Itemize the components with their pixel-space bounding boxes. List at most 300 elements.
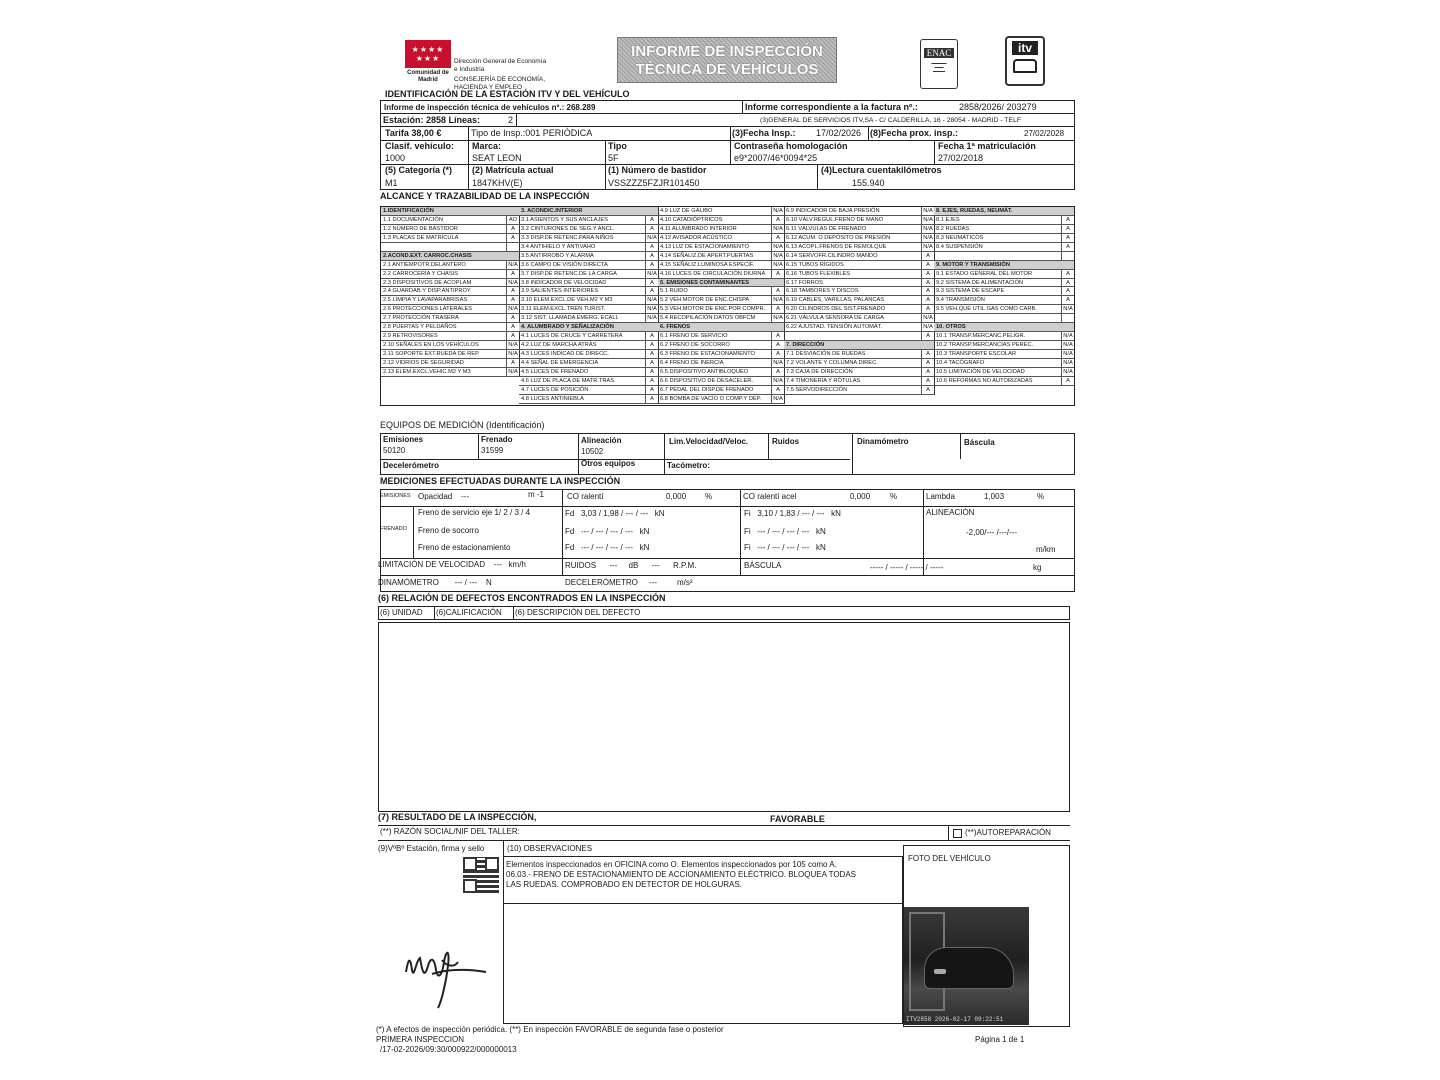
alcance-row	[519, 234, 658, 243]
alcance-item-result: A	[921, 252, 934, 260]
alcance-item-label: 4.3 LUCES INDICAD.DE DIRECC.	[521, 351, 609, 357]
alcance-item-result: A	[1061, 287, 1074, 295]
alcance-item-result: N/A	[1061, 305, 1074, 313]
freno-estac-fi: Fi --- / --- / --- / --- kN	[744, 543, 826, 552]
alcance-item-result: A	[645, 395, 658, 403]
alcance-item-label: 2.13 ELEM.EXCL.VEHIC.M2 Y M3	[383, 368, 471, 375]
alcance-item-label: 6.14 SERVOFR.CILINDRO MANDO	[786, 252, 878, 259]
defectos-descripcion: (6) DESCRIPCIÓN DEL DEFECTO	[515, 608, 641, 617]
report-title-line2: TÉCNICA DE VEHÍCULOS	[635, 61, 819, 78]
alcance-row	[381, 261, 519, 270]
alcance-row	[381, 350, 519, 359]
alcance-item-label: 3.5 ANTIRROBO Y ALARMA	[521, 252, 594, 259]
alcance-item-result: N/A	[771, 225, 784, 233]
lines-value: 2	[508, 115, 514, 125]
alcance-item-label: 2.9 RETROVISORES	[383, 333, 438, 340]
alcance-row	[784, 207, 934, 216]
alcance-item-result: N/A	[506, 350, 519, 358]
alcance-item-result: N/A	[645, 270, 658, 278]
dept-line: Dirección General de Economía	[454, 58, 547, 65]
alcance-row	[658, 395, 784, 404]
decelerometro-meas: DECELERÓMETRO --- m/s²	[565, 578, 693, 587]
alcance-item-label: 4.16 LUCES DE CIRCULACIÓN DIURNA	[660, 270, 766, 277]
alcance-row	[784, 261, 934, 270]
alcance-row	[658, 377, 784, 386]
alcance-item-result: A	[921, 332, 934, 340]
alcance-item-label: 9. MOTOR Y TRANSMISIÓN	[936, 261, 1010, 268]
alcance-item-result: N/A	[921, 225, 934, 233]
alcance-item-result: N/A	[645, 314, 658, 322]
tipo-label: Tipo	[608, 141, 627, 151]
alcance-item-result: N/A	[506, 305, 519, 313]
emisiones-value: 50120	[383, 446, 406, 455]
alcance-row	[934, 314, 1074, 323]
alcance-row	[658, 287, 784, 296]
alcance-row	[934, 341, 1074, 350]
co-ralenti-value: 0,000	[666, 492, 687, 501]
alcance-item-result: A	[771, 305, 784, 313]
alcance-row	[784, 350, 934, 359]
alcance-row	[658, 252, 784, 261]
alcance-item-result: A	[645, 216, 658, 224]
categoria-label: (5) Categoría (*)	[385, 165, 453, 175]
fecha-insp-value: 17/02/2026	[816, 128, 862, 138]
razon-social-label: (**) RAZÓN SOCIAL/NIF DEL TALLER:	[380, 827, 520, 836]
alcance-item-result: N/A	[1061, 368, 1074, 376]
ruidos-label: Ruidos	[772, 437, 800, 446]
freno-estac-fd: Fd --- / --- / --- / --- kN	[565, 543, 650, 552]
alcance-item-result	[772, 279, 784, 287]
fecha-matric-value: 27/02/2018	[938, 153, 984, 163]
clasif-value: 1000	[385, 153, 406, 163]
alcance-item-label: 2.7 PROTECCIÓN TRASERA	[383, 315, 459, 322]
tacometro-label: Tacómetro:	[667, 461, 710, 470]
alcance-item-result: A	[506, 323, 519, 331]
alcance-item-label: 4.8 LUCES ANTINIEBLA	[521, 395, 584, 402]
alcance-row	[519, 350, 658, 359]
firma-label: (9)VºBº Estación, firma y sello	[378, 844, 485, 853]
alcance-item-label: 1.1 DOCUMENTACIÓN	[383, 216, 443, 223]
alcance-row	[784, 314, 934, 323]
observaciones-label: (10) OBSERVACIONES	[507, 844, 593, 853]
alcance-row	[784, 287, 934, 296]
alcance-row	[658, 216, 784, 225]
alcance-row	[658, 261, 784, 270]
itv-label: itv	[1012, 41, 1038, 55]
frenado-label: Frenado	[481, 435, 513, 444]
alcance-row	[934, 261, 1074, 270]
itv-logo	[1005, 36, 1045, 86]
alcance-item-label: 3.4 ANTIHIELO Y ANTIVAHO	[521, 243, 596, 250]
alineacion-label: Alineación	[581, 436, 622, 445]
dept-line: CONSEJERÍA DE ECONOMÍA,	[454, 76, 546, 83]
alcance-item-result	[646, 323, 658, 331]
co-ralenti-pct: %	[705, 492, 713, 501]
marca-label: Marca:	[472, 141, 502, 151]
opacidad-unit: m -1	[528, 490, 544, 499]
alcance-row	[784, 243, 934, 252]
alcance-row	[519, 386, 658, 395]
alcance-item-label: 6.15 TUBOS RÍGIDOS	[786, 261, 844, 268]
alcance-row	[519, 216, 658, 225]
alcance-column	[658, 207, 785, 404]
alcance-item-result: A	[921, 270, 934, 278]
alcance-item-label: 8.1 EJES	[936, 216, 960, 223]
alcance-item-result: A	[645, 377, 658, 385]
alcance-item-label: 6.9 INDICADOR DE BAJA PRESIÓN	[786, 208, 880, 214]
alcance-item-label: 2.4 GUARDAB.Y DISP.ANTIPROY	[383, 288, 471, 295]
alcance-item-label: 10.5 LIMITACIÓN DE VELOCIDAD	[936, 368, 1025, 375]
contrasena-value: e9*2007/46*0094*25	[734, 153, 818, 163]
alcance-item-result: N/A	[771, 252, 784, 260]
equipos-title: EQUIPOS DE MEDICIÓN (Identificación)	[380, 420, 545, 430]
alcance-row	[658, 359, 784, 368]
alcance-row	[519, 225, 658, 234]
alcance-item-label: 6.4 FRENO DE INERCIA	[660, 359, 724, 366]
resultado-value: FAVORABLE	[770, 814, 825, 824]
car-light	[934, 969, 946, 974]
emisiones-label: Emisiones	[383, 435, 424, 444]
alcance-item-label: 3.12 SIST. LLAMADA EMERG. ECALL	[521, 315, 619, 322]
alcance-item-label: 1.3 PLACAS DE MATRÍCULA	[383, 234, 459, 241]
alcance-row	[934, 296, 1074, 305]
alcance-row	[519, 279, 658, 288]
alcance-row	[934, 252, 1074, 261]
alcance-item-label: 7.5 SERVODIRECCIÓN	[786, 386, 848, 393]
tarifa: Tarifa 38,00 €	[385, 128, 442, 138]
alcance-row	[519, 296, 658, 305]
alcance-item-result: A	[506, 270, 519, 278]
alcance-item-result: A	[771, 234, 784, 242]
co-acel-value: 0,000	[850, 492, 871, 501]
alcance-item-result	[1062, 261, 1074, 269]
alcance-item-label: 6. FRENOS	[660, 324, 691, 331]
alcance-item-label: 6.22 AJUSTAD. TENSIÓN AUTOMÁT.	[786, 324, 883, 331]
alcance-row	[934, 270, 1074, 279]
alcance-item-result: A	[771, 341, 784, 349]
alcance-item-result	[1062, 207, 1074, 215]
alcance-item-label: 10.1 TRANSP.MERCANC.PELIGR.	[936, 333, 1026, 340]
alcance-row	[381, 243, 519, 252]
alcance-item-label: 4.15 SEÑALIZ.LUMINOSA ESPECÍF.	[660, 261, 755, 268]
alcance-row	[658, 323, 784, 332]
alcance-item-result: AO	[506, 216, 519, 224]
alcance-item-label	[934, 314, 1061, 322]
freno-servicio-fi: Fi 3,10 / 1,83 / --- / --- kN	[744, 509, 841, 518]
alcance-item-result: N/A	[771, 395, 784, 403]
bascula-meas-label: BÁSCULA	[744, 561, 782, 570]
alcance-column	[934, 207, 1074, 386]
alcance-row	[784, 386, 934, 395]
alcance-row	[519, 207, 658, 216]
alcance-column	[519, 207, 659, 404]
alcance-item-label: 4.5 LUCES DE FRENADO	[521, 368, 589, 375]
alcance-item-result: A	[771, 332, 784, 340]
madrid-flag-logo: ★★★★ ★★★	[405, 40, 451, 68]
alcance-item-label: 2.5 LIMPIA Y LAVAPARABRISAS	[383, 297, 468, 304]
tipo-value: 5F	[608, 153, 619, 163]
alcance-item-label: 7. DIRECCIÓN	[786, 342, 825, 349]
alcance-row	[381, 234, 519, 243]
alcance-item-label: 2.1 ANTIEMPOTR.DELANTERO	[383, 261, 466, 268]
autoreparacion-label: (**)AUTOREPARACIÓN	[965, 828, 1051, 837]
alcance-item-result: A	[645, 279, 658, 287]
report-number: Informe de inspección técnica de vehículos nº.: 268.289	[384, 103, 596, 112]
alcance-row	[519, 323, 658, 332]
alcance-item-label: 6.5 DISPOSITIVO ANTIBLOQUEO	[660, 368, 749, 375]
alcance-row	[934, 279, 1074, 288]
bastidor-label: (1) Número de bastidor	[608, 165, 707, 175]
alcance-item-result: N/A	[921, 234, 934, 242]
alcance-item-label: 10.6 REFORMAS NO AUTORIZADAS	[936, 377, 1033, 384]
alcance-item-result	[646, 207, 658, 215]
alcance-item-result: N/A	[506, 368, 519, 376]
alcance-item-label: 4.9 LUZ DE GÁLIBO	[660, 208, 713, 214]
otros-label: Otros equipos	[581, 459, 636, 468]
alcance-row	[658, 305, 784, 314]
alcance-item-result: A	[771, 270, 784, 278]
alcance-item-result: N/A	[645, 305, 658, 313]
department-text	[454, 58, 546, 91]
defectos-calificacion: (6)CALIFICACIÓN	[436, 608, 502, 617]
obs-line: 06.03.- FRENO DE ESTACIONAMIENTO DE ACCIONAMIENTO ELÉCTRICO. BLOQUEA TODAS	[506, 870, 857, 879]
alcance-row	[519, 341, 658, 350]
alcance-item-result: A	[921, 305, 934, 313]
alcance-item-result	[507, 252, 519, 260]
dinamometro-label: Dinamómetro	[857, 437, 909, 446]
alcance-row	[658, 296, 784, 305]
qr-code-icon	[463, 857, 499, 893]
alcance-item-result: N/A	[1061, 359, 1074, 367]
alineacion-unit: m/km	[1036, 545, 1056, 554]
alcance-item-label: 1.IDENTIFICACIÓN	[383, 208, 434, 214]
alcance-item-label: 9.5 VEH.QUE UTIL.GAS COMO CARB.	[936, 306, 1037, 313]
alcance-row	[381, 225, 519, 234]
alcance-row	[784, 225, 934, 234]
alcance-item-result: N/A	[645, 234, 658, 242]
alcance-item-label: 3.1 ASIENTOS Y SUS ANCLAJES	[521, 216, 608, 223]
alcance-row	[934, 323, 1074, 332]
alcance-item-label: 6.18 TAMBORES Y DISCOS	[786, 288, 859, 295]
alcance-item-label: 6.17 FORROS	[786, 279, 823, 286]
alcance-item-label: 8.4 SUSPENSIÓN	[936, 243, 983, 250]
alcance-item-label: 4.14 SEÑALIZ.DE APERT.PUERTAS	[660, 252, 754, 259]
alcance-item-label: 3.10 ELEM.EXCL.DE VEH.M2 Y M3	[521, 297, 613, 304]
bascula-label: Báscula	[964, 438, 995, 447]
co-acel-label: CO ralentí acel	[743, 492, 797, 501]
alcance-item-label: 2.11 SOPORTE EXT.RUEDA DE REP	[383, 351, 479, 357]
alcance-item-label: 8. EJES, RUEDAS, NEUMÁT.	[936, 208, 1013, 214]
alcance-row	[381, 270, 519, 279]
alcance-item-result: N/A	[771, 359, 784, 367]
alcance-row	[381, 296, 519, 305]
alcance-item-label: 9.3 SISTEMA DE ESCAPE	[936, 288, 1005, 295]
contrasena-label: Contraseña homologación	[734, 141, 848, 151]
freno-socorro-fd: Fd --- / --- / --- / --- kN	[565, 527, 650, 536]
alcance-item-result	[1062, 323, 1074, 331]
alcance-item-label: 6.6 DISPOSITIVO DE DESACELER.	[660, 377, 753, 384]
alcance-item-label: 6.10 VÁLV.REGUL.FRENO DE MANO	[786, 216, 884, 223]
alcance-item-label: 5.1 RUIDO	[660, 288, 688, 295]
alcance-item-label: 2.12 VIDRIOS DE SEGURIDAD	[383, 359, 464, 366]
alcance-row	[381, 287, 519, 296]
alcance-item-result	[1061, 252, 1074, 260]
alcance-column	[381, 207, 520, 377]
alcance-item-label: 10.3 TRANSPORTE ESCOLAR	[936, 351, 1017, 357]
alcance-item-result: N/A	[645, 296, 658, 304]
photo-timestamp: ITV2858 2026-02-17 09:22:51	[906, 1016, 1004, 1023]
alcance-item-result	[506, 243, 519, 251]
car-shape	[924, 947, 1014, 989]
alcance-row	[381, 305, 519, 314]
alcance-item-result: A	[506, 296, 519, 304]
alcance-item-label: 9.4 TRANSMISIÓN	[936, 297, 985, 304]
alcance-row	[381, 341, 519, 350]
alcance-row	[381, 252, 519, 261]
alcance-row	[658, 386, 784, 395]
alcance-item-label: 3. ACONDIC.INTERIOR	[521, 208, 583, 214]
alcance-row	[519, 305, 658, 314]
decelerometro-label: Decelerómetro	[383, 461, 440, 470]
alcance-item-label: 7.1 DESVIACIÓN DE RUEDAS	[786, 351, 866, 357]
alcance-item-result: N/A	[1061, 341, 1074, 349]
alcance-row	[934, 359, 1074, 368]
alcance-row	[381, 368, 519, 377]
alcance-item-label: 5.3 VEH.MOTOR DE ENC.POR COMPR.	[660, 306, 766, 313]
alcance-row	[658, 341, 784, 350]
alcance-row	[519, 270, 658, 279]
defectos-unidad: (6) UNIDAD	[380, 608, 423, 617]
alcance-row	[658, 314, 784, 323]
alcance-item-label: 4.2 LUZ DE MARCHA ATRÁS	[521, 342, 597, 349]
km-label: (4)Lectura cuentakilómetros	[821, 165, 942, 175]
alcance-row	[381, 279, 519, 288]
station-operator: (3)GENERAL DE SERVICIOS ITV,SA - C/ CALDERILLA, 16 - 28054 - MADRID - TELF	[760, 117, 1022, 124]
observaciones-text	[506, 860, 901, 890]
alcance-item-result: A	[1061, 296, 1074, 304]
alcance-item-result: N/A	[771, 207, 784, 215]
emisiones-tag: EMISIONES	[380, 493, 411, 499]
footer-primera: PRIMERA INSPECCION	[376, 1035, 465, 1044]
alcance-item-label: 4.1 LUCES DE CRUCE Y CARRETERA	[521, 333, 623, 340]
alcance-row	[381, 323, 519, 332]
alcance-item-result: N/A	[921, 243, 934, 251]
alcance-item-result: A	[1061, 270, 1074, 278]
signature	[398, 930, 508, 1010]
invoice-number: 2858/2026/ 203279	[959, 102, 1037, 112]
alcance-row	[658, 225, 784, 234]
alcance-row	[934, 207, 1074, 216]
alcance-row	[784, 377, 934, 386]
alcance-item-label	[784, 332, 921, 340]
alcance-row	[519, 314, 658, 323]
defectos-area	[378, 622, 1070, 812]
alcance-row	[784, 305, 934, 314]
alcance-row	[519, 377, 658, 386]
alcance-item-result: A	[1061, 377, 1074, 385]
alcance-item-label: 6.2 FRENO DE SOCORRO	[660, 342, 730, 349]
alcance-item-label: 2.3 DISPOSITIVOS DE ACOPLAM	[383, 279, 472, 286]
alcance-item-label: 3.6 CAMPO DE VISIÓN DIRECTA	[521, 261, 608, 268]
clasif-label: Clasif. vehículo:	[385, 141, 455, 151]
alcance-title: ALCANCE Y TRAZABILIDAD DE LA INSPECCIÓN	[380, 191, 590, 201]
mediciones-table	[380, 489, 1075, 592]
alcance-row	[784, 234, 934, 243]
alcance-item-result: A	[921, 296, 934, 304]
frenado-tag: FRENADO	[380, 526, 407, 532]
km-value: 155.940	[852, 178, 885, 188]
alcance-item-result: A	[645, 287, 658, 295]
alcance-row	[784, 296, 934, 305]
alcance-item-result: A	[921, 386, 934, 394]
matricula-value: 1847KHV(E)	[472, 178, 523, 188]
bascula-meas-value: ----- / ----- / ----- / -----	[870, 563, 944, 572]
alcance-item-label: 7.4 TIMONERÍA Y RÓTULAS	[786, 377, 861, 384]
alcance-item-label: 6.11 VÁLVULAS DE FRENADO	[786, 225, 867, 232]
alcance-row	[934, 287, 1074, 296]
alcance-row	[658, 368, 784, 377]
lambda-pct: %	[1037, 492, 1045, 501]
alcance-item-label: 1.2 NÚMERO DE BASTIDOR	[383, 225, 458, 232]
alcance-item-result: N/A	[1061, 332, 1074, 340]
matricula-label: (2) Matrícula actual	[472, 165, 554, 175]
alcance-item-result: N/A	[771, 296, 784, 304]
alcance-row	[519, 287, 658, 296]
mediciones-title: MEDICIONES EFECTUADAS DURANTE LA INSPECCIÓN	[380, 476, 621, 486]
alcance-item-label: 3.2 CINTURONES DE SEG.Y ANCL.	[521, 225, 615, 232]
alcance-item-label: 2.8 PUERTAS Y PELDAÑOS	[383, 324, 457, 331]
alcance-item-result: A	[1061, 279, 1074, 287]
station-section-title: IDENTIFICACIÓN DE LA ESTACIÓN ITV Y DEL VEHÍCULO	[385, 89, 630, 99]
alcance-item-result: A	[645, 243, 658, 251]
invoice-label: Informe correspondiente a la factura nº.:	[745, 102, 918, 112]
alcance-row	[519, 243, 658, 252]
alcance-item-result: A	[506, 225, 519, 233]
alcance-row	[934, 234, 1074, 243]
report-title-line1: INFORME DE INSPECCIÓN	[631, 43, 823, 60]
alcance-item-label: 4.6 LUZ DE PLACA DE MATR.TRAS.	[521, 377, 616, 384]
autoreparacion-checkbox[interactable]	[953, 829, 962, 838]
freno-socorro-label: Freno de socorro	[418, 526, 479, 535]
car-icon	[1013, 59, 1037, 73]
alcance-item-label: 6.13 ACOPL.FRENOS DE REMOLQUE	[786, 243, 887, 250]
alcance-row	[784, 252, 934, 261]
alcance-item-label: 3.11 ELEM.EXCL.TREN TURIST.	[521, 306, 606, 313]
bascula-unit: kg	[1033, 563, 1042, 572]
alcance-item-label: 6.20 CILINDROS DEL SIST.FRENADO	[786, 306, 886, 313]
alcance-row	[381, 207, 519, 216]
fecha-insp-label: (3)Fecha Insp.:	[732, 128, 796, 138]
footer-note: (*) A efectos de inspección periódica. (**) En inspección FAVORABLE de segunda fase o posterior	[376, 1025, 724, 1034]
alcance-row	[934, 377, 1074, 386]
alcance-row	[519, 359, 658, 368]
alcance-row	[658, 234, 784, 243]
alcance-item-label: 4.13 LUZ DE ESTACIONAMIENTO	[660, 243, 749, 250]
alcance-row	[519, 261, 658, 270]
alcance-row	[934, 332, 1074, 341]
alcance-item-label: 3.9 SALIENTES INTERIORES	[521, 288, 599, 295]
tipo-inspeccion: Tipo de Insp.:001 PERIÓDICA	[471, 128, 593, 138]
bastidor-value: VSSZZZ5FZJR101450	[608, 178, 700, 188]
alineacion-value: 10502	[581, 447, 604, 456]
report-title-box	[617, 37, 837, 83]
inspection-report-sheet	[368, 30, 1080, 1060]
alcance-item-result: A	[506, 359, 519, 367]
obs-line: LAS RUEDAS. COMPROBADO EN DETECTOR DE HOLGURAS.	[506, 880, 742, 889]
alcance-row	[381, 216, 519, 225]
alcance-item-result: N/A	[506, 341, 519, 349]
alcance-item-result: A	[645, 252, 658, 260]
